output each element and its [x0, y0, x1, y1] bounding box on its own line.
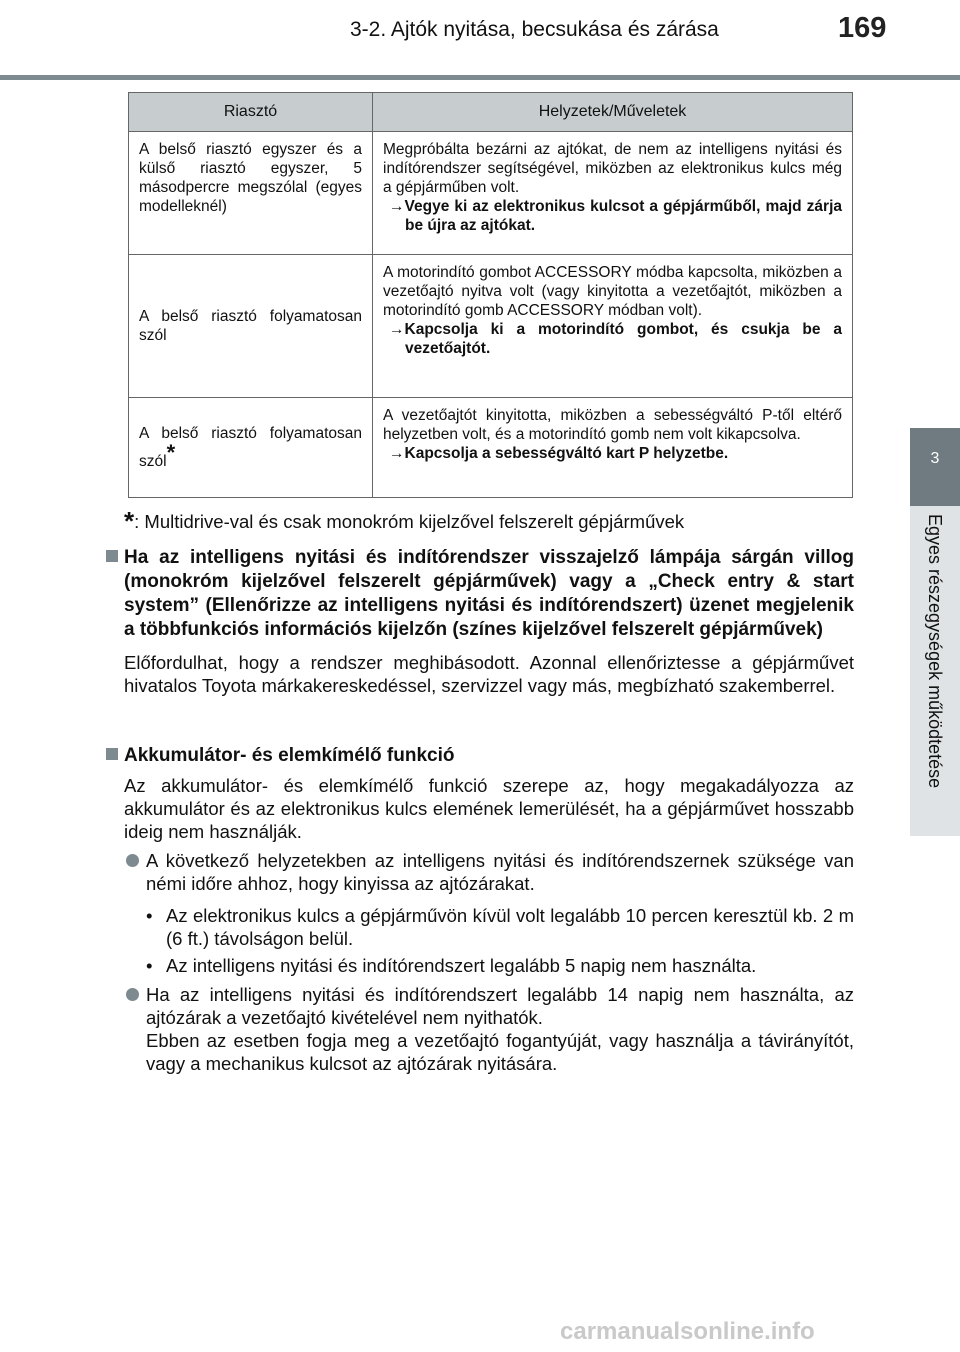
- alarm-cell: [129, 255, 373, 398]
- situation-cell: [373, 398, 853, 498]
- alarm-table: [128, 92, 853, 498]
- section-body: Előfordulhat, hogy a rendszer meghibásodott. Azonnal ellenőriztesse a gépjárművet hivatalos Toyota márkakereskedéssel, szervizzel vagy más, megbízható szakemberrel.: [124, 652, 854, 696]
- footnote-text: : Multidrive-val és csak monokróm kijelzővel felszerelt gépjárművek: [134, 511, 685, 532]
- alarm-text: A belső riasztó folyamatosan szól: [139, 424, 362, 471]
- page-number: 169: [838, 12, 887, 44]
- alarm-text: A belső riasztó folyamatosan szól: [139, 308, 362, 344]
- section-heading-text: Akkumulátor- és elemkímélő funkció: [124, 745, 455, 766]
- situation-text: A motorindító gombot ACCESSORY módba kapcsolta, miközben a vezetőajtó nyitva volt (vagy kinyitotta a vezetőajtót, miközben a motorindító gomb ACCESSORY módban volt).: [383, 264, 842, 319]
- list-item-continuation: Ebben az esetben fogja meg a vezetőajtó fogantyúját, vagy használja a távirányítót, vagy a mechanikus kulcsot az ajtózárak nyitására.: [146, 1030, 854, 1074]
- round-bullet-icon: [126, 988, 139, 1001]
- round-bullet-icon: [126, 854, 139, 867]
- section-body: Az akkumulátor- és elemkímélő funkció szerepe az, hogy megakadályozza az akkumulátor és az elektronikus kulcs elemének lemerülését, ha a gépjárművet hosszabb ideig nem használják.: [124, 775, 854, 842]
- section-heading: [106, 744, 854, 768]
- alarm-text: A belső riasztó egyszer és a külső riasztó egyszer, 5 másodpercre megszólal (egyes modelleknél): [139, 141, 362, 215]
- sub-list-item: [106, 954, 854, 977]
- sub-list-item-text: Az intelligens nyitási és indítórendszert legalább 5 napig nem használta.: [166, 955, 757, 976]
- column-header-alarm: Riasztó: [129, 93, 373, 132]
- square-bullet-icon: [106, 550, 118, 562]
- side-tab-number: 3: [930, 450, 940, 467]
- table-row: [129, 132, 853, 255]
- footnote-asterisk: *: [124, 506, 135, 536]
- sub-bullet-icon: •: [146, 905, 153, 926]
- situation-text: A vezetőajtót kinyitotta, miközben a sebességváltó P-től eltérő helyzetben volt, és a motorindító gomb nem volt kikapcsolva.: [383, 407, 842, 443]
- sub-list-item: [106, 904, 854, 950]
- list-item: [106, 983, 854, 1075]
- side-tab-label: Egyes részegységek működtetése: [925, 514, 945, 789]
- alarm-cell: [129, 398, 373, 498]
- table-header-row: [129, 93, 853, 132]
- watermark: carmanualsonline.info: [560, 1318, 815, 1345]
- sub-list-item-text: Az elektronikus kulcs a gépjárművön kívül volt legalább 10 percen keresztül kb. 2 m (6 ft.) távolságon belül.: [166, 905, 854, 949]
- situation-cell: [373, 255, 853, 398]
- header-rule: [0, 75, 960, 80]
- table-row: [129, 398, 853, 498]
- section-warning-light: [106, 546, 854, 697]
- action-text: →Kapcsolja ki a motorindító gombot, és csukja be a vezetőajtót.: [389, 321, 842, 357]
- list-item: [106, 849, 854, 895]
- list-item-text: Ha az intelligens nyitási és indítórendszert legalább 14 napig nem használta, az ajtózárak a vezetőajtó kivételével nem nyithatók.: [146, 984, 854, 1028]
- section-heading-text: Ha az intelligens nyitási és indítórendszer visszajelző lámpája sárgán villog (monokróm kijelzővel felszerelt gépjárművek) vagy a „Check entry & start system” (Ellenőrizze az intelligens nyitási és indítórendszert) üzenet megjelenik a többfunkciós információs kijelzőn (színes kijelzővel felszerelt gépjárművek): [124, 547, 854, 640]
- table-footnote: [124, 506, 684, 537]
- table-row: [129, 255, 853, 398]
- header-title: 3-2. Ajtók nyitása, becsukása és zárása: [350, 18, 719, 41]
- situation-text: Megpróbálta bezárni az ajtókat, de nem az intelligens nyitási és indítórendszer segítségével, miközben az elektronikus kulcs még a gépjárműben volt.: [383, 141, 842, 196]
- square-bullet-icon: [106, 748, 118, 760]
- action-text: →Vegye ki az elektronikus kulcsot a gépjárműből, majd zárja be újra az ajtókat.: [389, 198, 842, 234]
- situation-cell: [373, 132, 853, 255]
- footnote-marker: *: [166, 439, 176, 465]
- alarm-cell: [129, 132, 373, 255]
- sub-bullet-icon: •: [146, 955, 153, 976]
- action-text: →Kapcsolja a sebességváltó kart P helyzetbe.: [389, 445, 729, 462]
- section-heading: [106, 546, 854, 642]
- section-battery-saver: [106, 744, 854, 1075]
- column-header-situation: Helyzetek/Műveletek: [373, 93, 853, 132]
- list-item-text: A következő helyzetekben az intelligens nyitási és indítórendszernek szüksége van némi időre ahhoz, hogy kinyissa az ajtózárakat.: [146, 850, 854, 894]
